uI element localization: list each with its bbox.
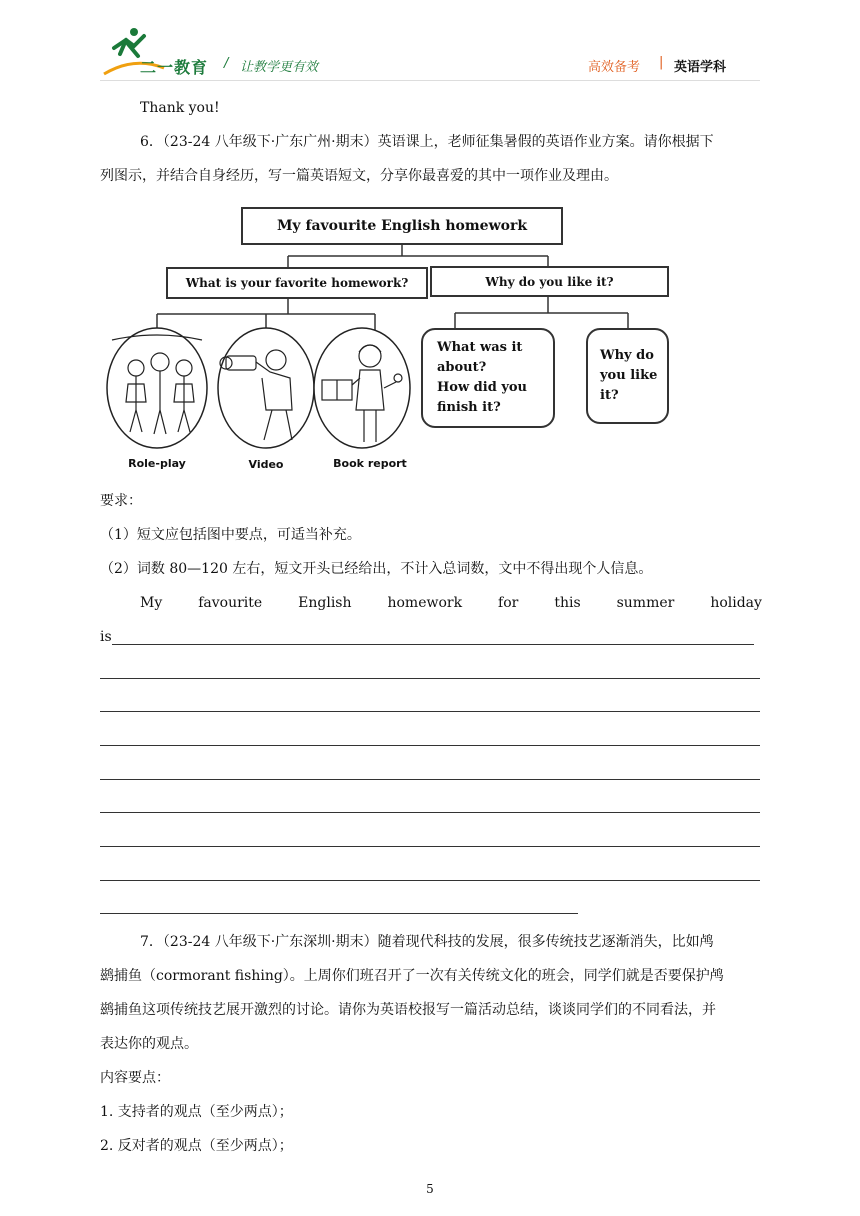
essay-starter-line (140, 593, 762, 613)
video-picture (218, 328, 314, 448)
header-rule (100, 80, 760, 81)
requirements-title: 要求： (100, 493, 142, 509)
q6-stem-line1: 6．（23-24 八年级下·广东广州·期末）英语课上，老师征集暑假的英语作业方案。请你根据下 (140, 134, 714, 150)
answer-line[interactable] (112, 644, 754, 645)
starter-word: summer (616, 595, 675, 611)
bubble1-line1: What was it (437, 340, 523, 355)
answer-line[interactable] (100, 745, 760, 746)
q6-stem-line2: 列图示，并结合自身经历，写一篇英语短文，分享你最喜爱的其中一项作业及理由。 (100, 168, 618, 184)
answer-line[interactable] (100, 846, 760, 847)
header-tag-exam: 高效备考 (588, 60, 641, 75)
bubble2-line3: it? (600, 388, 619, 403)
starter-word: homework (387, 595, 463, 611)
bubble2-line2: you like (600, 368, 658, 383)
caption-book-report: Book report (333, 457, 407, 470)
starter-word: English (298, 595, 352, 611)
answer-line[interactable] (100, 812, 760, 813)
camera-operator-icon (220, 350, 292, 440)
answer-line[interactable] (100, 779, 760, 780)
requirement-1: （1）短文应包括图中要点，可适当补充。 (100, 527, 361, 543)
bubble1-line4: finish it? (437, 400, 501, 415)
caption-role-play: Role-play (128, 457, 186, 470)
q7-stem-line2: 鹚捕鱼（cormorant fishing）。上周你们班召开了一次有关传统文化的班会，同学们就是否要保护鸬 (100, 968, 724, 984)
content-bubble (421, 328, 555, 428)
caption-video: Video (248, 458, 284, 471)
answer-line[interactable] (100, 913, 578, 914)
header-separator: / (224, 56, 229, 71)
reason-bubble (586, 328, 669, 424)
bubble1-line3: How did you (437, 380, 527, 395)
starter-word: this (554, 595, 581, 611)
starter-word: favourite (198, 595, 263, 611)
previous-letter-closing: Thank you! (140, 100, 220, 116)
logo-text: 二一教育 (140, 58, 209, 77)
q7-stem-line1: 7．（23-24 八年级下·广东深圳·期末）随着现代科技的发展，很多传统技艺逐渐消失，比如鸬 (140, 934, 714, 950)
role-play-figures-icon (112, 335, 202, 434)
content-point-2: 2. 反对者的观点（至少两点）； (100, 1138, 293, 1154)
content-points-title: 内容要点： (100, 1070, 170, 1086)
why-like-box: Why do you like it? (430, 266, 669, 297)
book-report-picture (314, 328, 410, 448)
bubble1-line2: about? (437, 360, 487, 375)
girl-with-book-icon (322, 345, 402, 442)
requirement-2: （2）词数 80—120 左右，短文开头已经给出，不计入总词数，文中不得出现个人信息。 (100, 561, 653, 577)
q7-stem-line3: 鹚捕鱼这项传统技艺展开激烈的讨论。请你为英语校报写一篇活动总结，谈谈同学们的不同看法，并 (100, 1002, 716, 1018)
answer-line[interactable] (100, 880, 760, 881)
runner-logo-icon (0, 0, 860, 90)
starter-word: holiday (710, 595, 762, 611)
starter-word: for (498, 595, 519, 611)
q7-stem-line4: 表达你的观点。 (100, 1036, 198, 1052)
bubble2-line1: Why do (600, 348, 654, 363)
favorite-homework-box: What is your favorite homework? (166, 267, 428, 299)
slogan: 让教学更有效 (240, 60, 319, 75)
content-point-1: 1. 支持者的观点（至少两点）； (100, 1104, 293, 1120)
starter-word: My (140, 595, 163, 611)
starter-is: is (100, 629, 112, 645)
answer-line[interactable] (100, 711, 760, 712)
role-play-picture (107, 328, 207, 448)
page-number: 5 (426, 1182, 434, 1196)
diagram-title-box: My favourite English homework (241, 207, 563, 245)
header-divider: | (659, 55, 664, 70)
header-tag-subject: 英语学科 (674, 60, 727, 75)
answer-line[interactable] (100, 678, 760, 679)
